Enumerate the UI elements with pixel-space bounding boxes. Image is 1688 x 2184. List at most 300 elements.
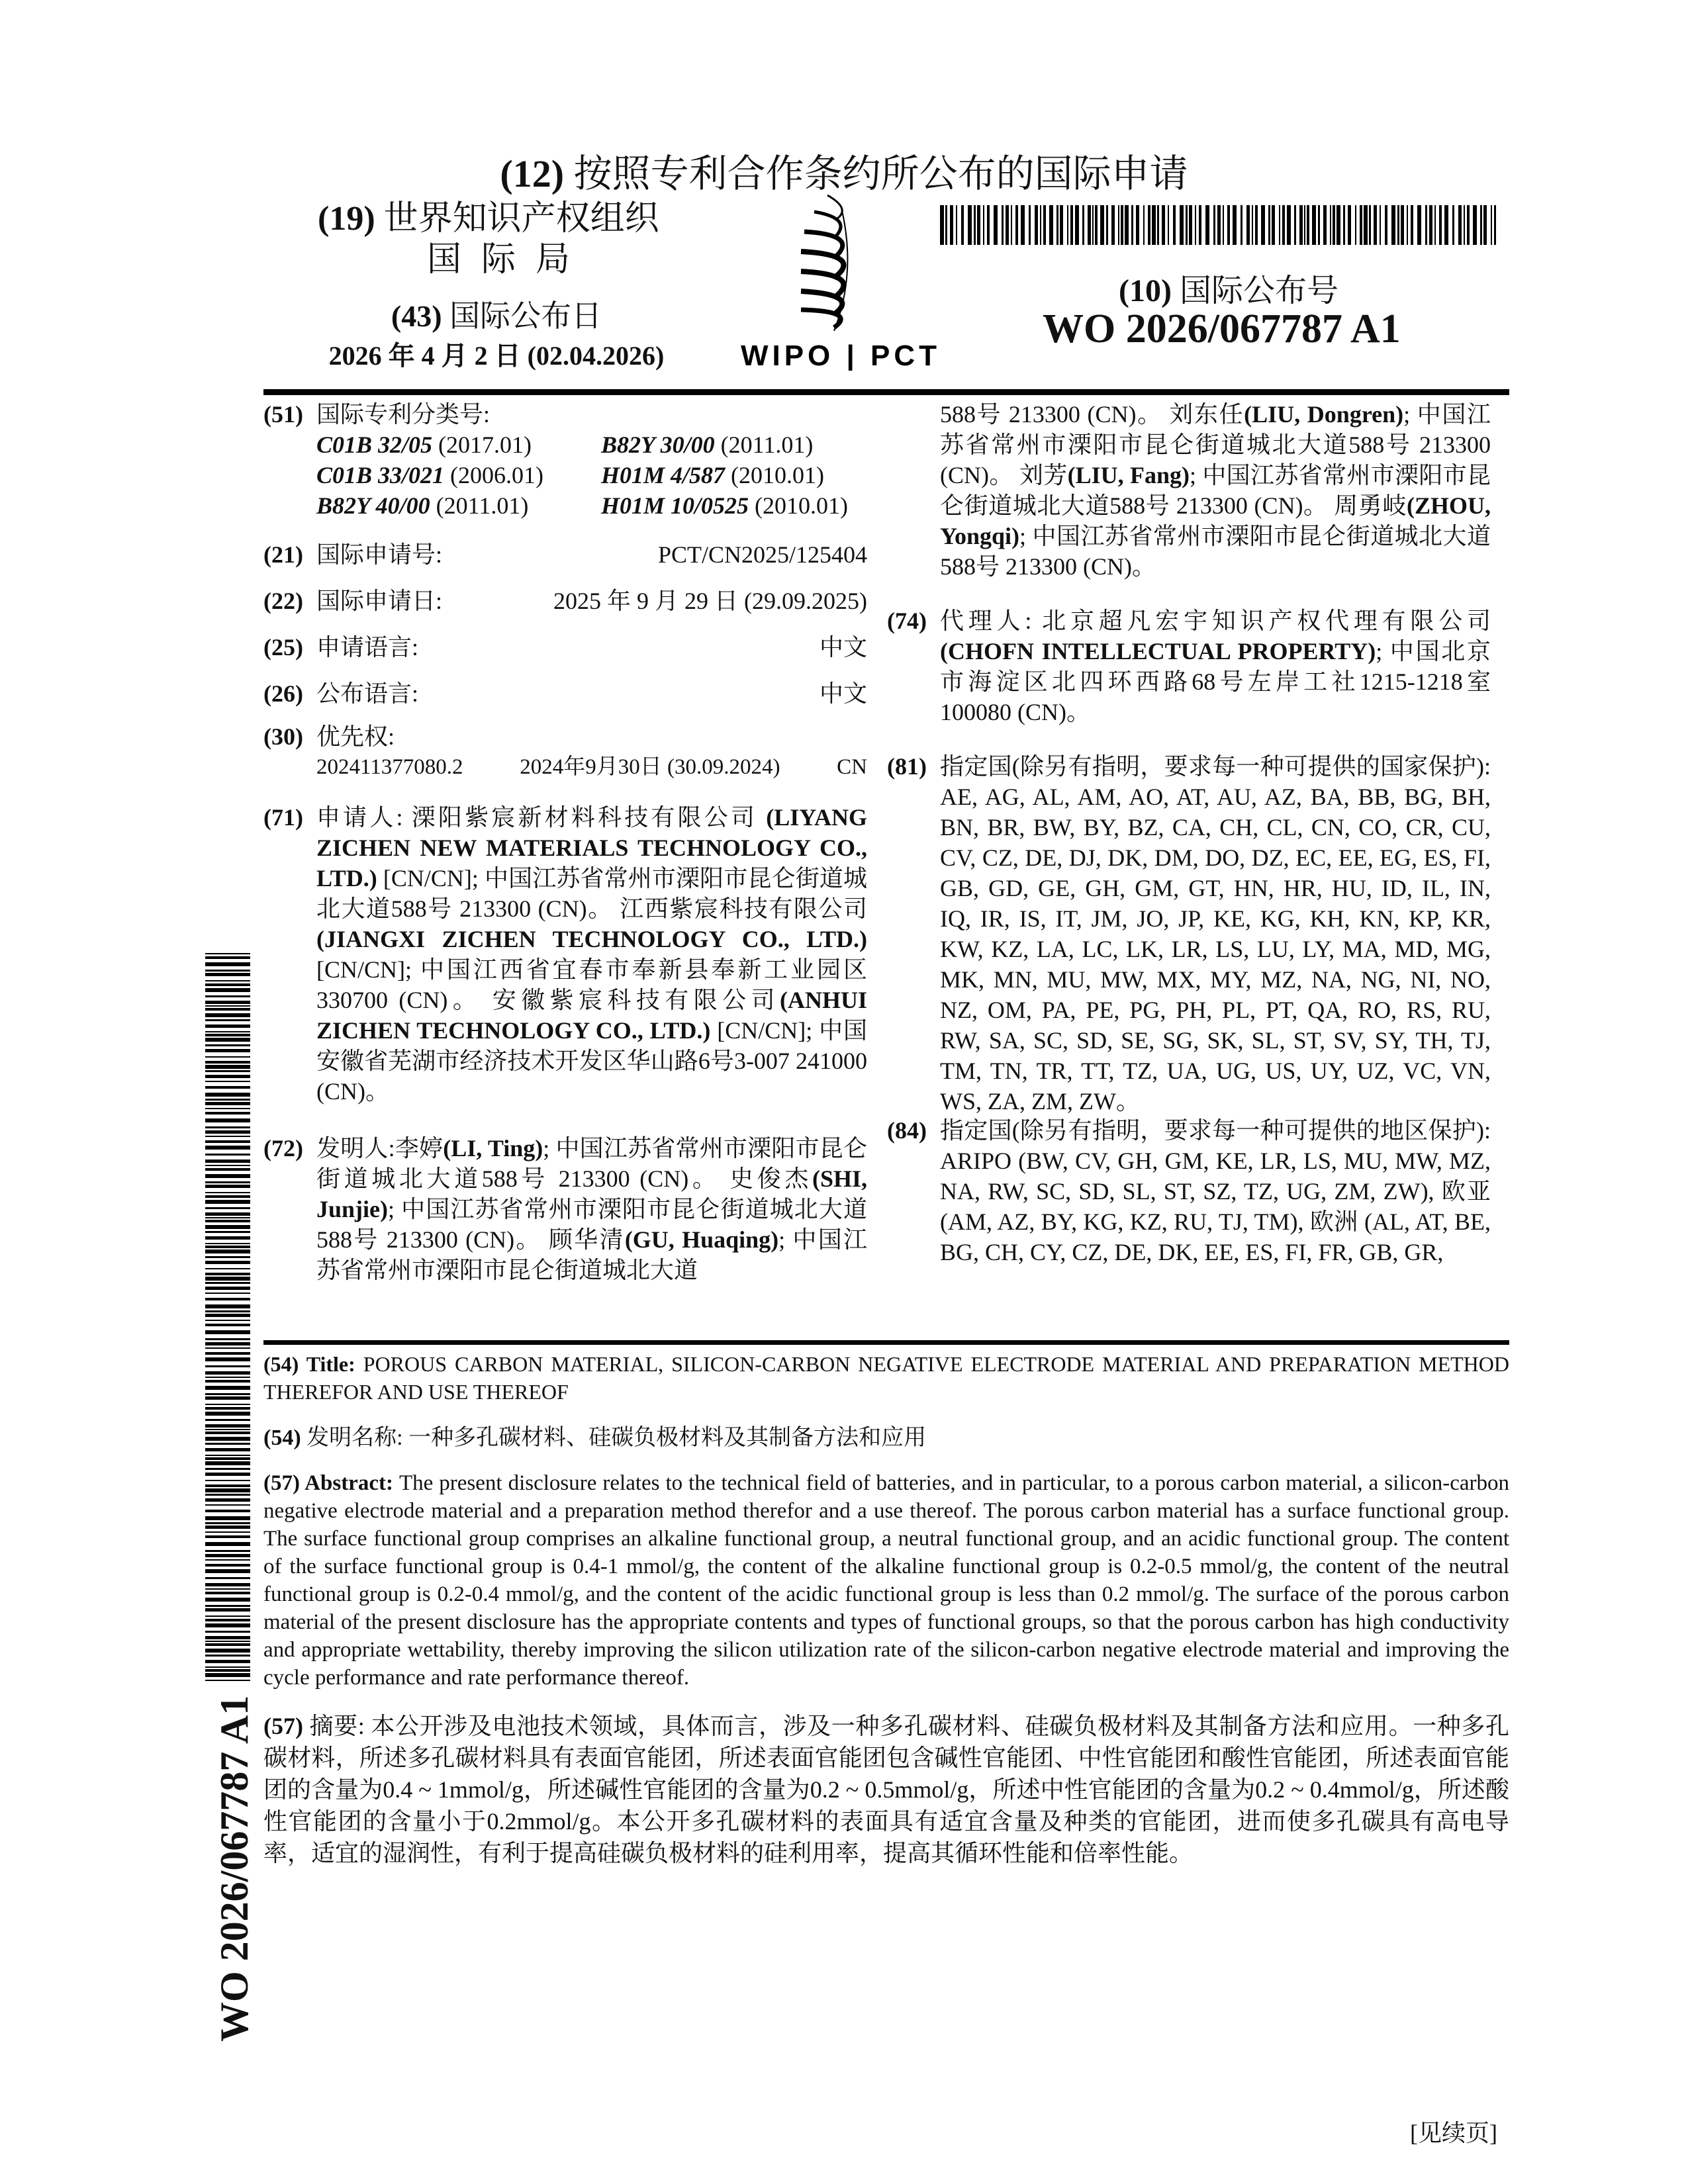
barcode-bar xyxy=(205,956,250,959)
barcode-bar xyxy=(1056,205,1058,245)
barcode-bar xyxy=(961,205,964,245)
publication-date-block xyxy=(311,296,682,376)
barcode-bar xyxy=(1100,205,1104,245)
ipc-version: (2010.01) xyxy=(749,492,848,519)
bold-text-segment: (LIU, Dongren) xyxy=(1244,401,1403,428)
barcode-bar xyxy=(205,1174,250,1178)
text-segment: 摘要: 本公开涉及电池技术领域，具体而言，涉及一种多孔碳材料、硅碳负极材料及其制备方法和应用。一种多孔碳材料，所述多孔碳材料具有表面官能团，所述表面官能团包含碱性官能团、中性官能团和酸性官能团，所述表面官能团的含量为0.4 ~ 1mmol/g，所述碱性官能团的含量为0.2 ~ 0.5mmol/g，所述中性官能团的含量为0.2 ~ 0.4mmol/g，所述酸性官能团的含量小于0.2mmol/g。本公开多孔碳材料的表面具有适宜含量及种类的官能团，进而使多孔碳具有高电导率，适宜的湿润性，有利于提高硅碳负极材料的硅利用率，提高其循环性能和倍率性能。 xyxy=(263,1713,1509,1866)
barcode-bar xyxy=(205,1525,250,1529)
barcode-bar xyxy=(205,1380,250,1383)
barcode-bar xyxy=(1233,205,1237,245)
barcode-bar xyxy=(1312,205,1316,245)
barcode-bar xyxy=(205,1287,250,1290)
section-72-inventors xyxy=(263,1133,867,1285)
bold-text-segment: (SHI, Junjie) xyxy=(316,1165,867,1222)
barcode-bar xyxy=(1088,205,1091,245)
barcode-bar xyxy=(1473,205,1477,245)
barcode-bar xyxy=(205,1207,250,1209)
barcode-bar xyxy=(1458,205,1462,245)
barcode-bar xyxy=(1049,205,1053,245)
text-segment: ; 中国北京市海淀区北四环西路68号左岸工社1215-1218室 100080 (CN)。 xyxy=(940,638,1491,725)
barcode-bar xyxy=(205,1619,250,1621)
barcode-bar xyxy=(205,1396,250,1400)
barcode-bar xyxy=(1205,205,1209,245)
barcode-bar xyxy=(1217,205,1221,245)
section-label: 国际专利分类号: xyxy=(316,399,867,430)
barcode-bar xyxy=(205,988,250,992)
barcode-bar xyxy=(1060,205,1063,245)
ipc-class xyxy=(316,490,601,521)
pub-date: 2026 年 4 月 2 日 (02.04.2026) xyxy=(311,336,682,376)
barcode-bar xyxy=(1299,205,1303,245)
inid-code: (26) xyxy=(263,678,303,709)
section-26-publication-language xyxy=(263,678,867,709)
barcode-bar xyxy=(205,1277,250,1281)
barcode-bar xyxy=(205,1504,250,1506)
bold-text-segment: (LIU, Fang) xyxy=(1068,462,1190,488)
barcode-bar xyxy=(205,1643,250,1646)
barcode-bar xyxy=(205,1140,250,1143)
barcode-bar xyxy=(1272,205,1275,245)
barcode-bar xyxy=(205,1304,250,1308)
barcode-bar xyxy=(1186,205,1188,245)
barcode-bar xyxy=(205,1649,250,1653)
barcode-bar xyxy=(205,1019,250,1021)
inid-code: (21) xyxy=(263,539,303,570)
barcode-bar xyxy=(205,1236,250,1240)
bold-text-segment: (57) Abstract: xyxy=(263,1471,399,1495)
section-25-filing-language xyxy=(263,632,867,662)
barcode-bar xyxy=(205,1338,250,1340)
inid-code: (74) xyxy=(887,606,927,636)
office-name xyxy=(318,199,659,281)
inid-code: (71) xyxy=(263,802,303,833)
barcode-bar xyxy=(1121,205,1123,245)
barcode-bar xyxy=(1401,205,1404,245)
application-number: PCT/CN2025/125404 xyxy=(658,539,867,570)
barcode-bar xyxy=(205,1535,250,1538)
barcode-bar xyxy=(205,1086,250,1089)
barcode-bar xyxy=(205,1347,250,1349)
barcode-bar xyxy=(1035,205,1038,245)
ipc-version: (2010.01) xyxy=(725,462,824,488)
inventors-continued-text xyxy=(940,399,1491,582)
publication-language: 中文 xyxy=(820,678,867,709)
text-segment: The present disclosure relates to the technical field of batteries, and in particular, to a porous carbon material, a silicon-carbon negative electrode material and a preparation method therefor and a use thereof. The porous carbon material has a surface functional group. The surface functional group comprises an alkaline functional group, a neutral functional group, and an acidic functional group. The content of the surface functional group is 0.4-1 mmol/g, the content of the alkaline functional group is 0.2-0.5 mmol/g, the content of the neutral functional group is 0.2-0.4 mmol/g, and the content of the acidic functional group is less than 0.2 mmol/g. The surface of the porous carbon material of the present disclosure has the appropriate contents and types of functional groups, so that the porous carbon has high conductivity and appropriate wettability, thereby improving the silicon utilization rate of the silicon-carbon negative electrode material and improving the cycle performance and rate performance thereof. xyxy=(263,1471,1509,1690)
barcode-bar xyxy=(1307,205,1309,245)
bold-text-segment: (JIANGXI ZICHEN TECHNOLOGY CO., LTD.) xyxy=(316,926,867,952)
barcode-bar xyxy=(205,1126,250,1128)
inid-code: (30) xyxy=(263,721,303,752)
barcode-bar xyxy=(205,1623,250,1627)
bold-text-segment: (LI, Ting) xyxy=(443,1135,543,1161)
priority-country: CN xyxy=(837,752,867,782)
barcode-bar xyxy=(1136,205,1139,245)
barcode-bar xyxy=(205,1118,250,1122)
inid-code: (84) xyxy=(887,1115,927,1146)
barcode-bar xyxy=(205,1099,250,1101)
barcode-bar xyxy=(205,1666,250,1668)
barcode-bar xyxy=(205,1261,250,1264)
barcode-bar xyxy=(205,1005,250,1007)
barcode-bar xyxy=(1043,205,1046,245)
barcode-bar xyxy=(205,1437,250,1441)
barcode-bar xyxy=(205,1636,250,1639)
barcode-bar xyxy=(1029,205,1031,245)
barcode-bar xyxy=(1213,205,1215,245)
barcode-bar xyxy=(205,1461,250,1465)
barcode-bar xyxy=(1411,205,1413,245)
barcode-bar xyxy=(205,1212,250,1216)
text-segment: [CN/CN]; 中国江苏省常州市溧阳市昆仑街道城北大道588号 213300 (CN)。 江西紫宸科技有限公司 xyxy=(316,865,867,922)
ipc-version: (2006.01) xyxy=(444,462,543,488)
barcode-bar xyxy=(205,1432,250,1434)
barcode-bar xyxy=(205,1130,250,1134)
barcode-bar xyxy=(1006,205,1009,245)
barcode-bar xyxy=(1268,205,1270,245)
barcode-bar xyxy=(1407,205,1408,245)
text-segment: [CN/CN]; 中国安徽省芜湖市经济技术开发区华山路6号3-007 241000 (CN)。 xyxy=(316,1017,867,1105)
text-segment: [CN/CN]; 中国江西省宜春市奉新县奉新工业园区 330700 (CN)。 安徽紫宸科技有限公司 xyxy=(316,956,867,1013)
bold-text-segment: (54) Title: xyxy=(263,1352,363,1376)
barcode-bar xyxy=(205,1165,250,1166)
section-label: 国际申请日: xyxy=(316,586,442,616)
abstract-area xyxy=(263,1350,1509,1869)
logo-text: WIPO | PCT xyxy=(741,340,941,371)
vertical-publication-number: WO 2026/067787 A1 xyxy=(212,1696,258,2042)
barcode-bar xyxy=(205,1324,250,1326)
barcode-bar xyxy=(1040,205,1041,245)
barcode-bar xyxy=(205,1181,250,1183)
barcode-bar xyxy=(1364,205,1368,245)
barcode-bar xyxy=(205,983,250,986)
barcode-bar xyxy=(205,1641,250,1642)
inid-code-43: (43) xyxy=(391,299,442,333)
barcode-bar xyxy=(1287,205,1291,245)
ipc-class xyxy=(601,460,879,490)
barcode-bar xyxy=(205,1314,250,1317)
barcode-bar xyxy=(205,1038,250,1042)
priority-app-number: 202411377080.2 xyxy=(316,752,463,782)
barcode-bar xyxy=(205,1655,250,1657)
priority-date: 2024年9月30日 (30.09.2024) xyxy=(520,752,780,782)
barcode-bar xyxy=(205,1357,250,1361)
inid-code: (22) xyxy=(263,586,303,616)
inid-code: (51) xyxy=(263,399,303,430)
barcode-bar xyxy=(205,1569,250,1573)
side-barcode xyxy=(205,953,250,1681)
barcode-bar xyxy=(1092,205,1094,245)
barcode-bar xyxy=(205,1070,250,1072)
text-segment: ; 中国江苏省常州市溧阳市昆仑街道城北大道 xyxy=(316,1226,867,1283)
barcode-bar xyxy=(1480,205,1482,245)
ipc-code: H01M 4/587 xyxy=(601,462,725,488)
barcode-bar xyxy=(1075,205,1079,245)
barcode-bar xyxy=(1279,205,1280,245)
ipc-code: B82Y 30/00 xyxy=(601,432,715,458)
barcode-bar xyxy=(1011,205,1012,245)
barcode-bar xyxy=(205,1393,250,1395)
agent-text xyxy=(940,606,1491,727)
barcode-bar xyxy=(205,1631,250,1633)
barcode-bar xyxy=(1494,205,1496,245)
barcode-bar xyxy=(205,1412,250,1416)
inid-code-12: (12) xyxy=(500,152,564,195)
text-segment: 588号 213300 (CN)。 刘东任 xyxy=(940,401,1244,428)
barcode-bar xyxy=(205,1592,250,1594)
barcode-bar xyxy=(205,1468,250,1470)
barcode-bar xyxy=(1318,205,1320,245)
barcode-bar xyxy=(205,1273,250,1275)
barcode-bar xyxy=(1330,205,1331,245)
regional-states-text xyxy=(940,1115,1491,1267)
barcode-bar xyxy=(205,1102,250,1105)
barcode-bar xyxy=(1227,205,1230,245)
barcode-bar xyxy=(205,1075,250,1078)
ipc-class xyxy=(601,490,879,521)
ipc-code: C01B 33/021 xyxy=(316,462,444,488)
title-chinese xyxy=(263,1424,1509,1452)
barcode-bar xyxy=(1252,205,1253,245)
barcode-bar xyxy=(205,1320,250,1321)
text-segment: 发明人:李婷 xyxy=(316,1135,443,1161)
barcode-bar xyxy=(205,1669,250,1672)
section-label: 申请语言: xyxy=(316,632,418,662)
barcode-bar xyxy=(205,1250,250,1253)
barcode-bar xyxy=(977,205,980,245)
barcode-bar xyxy=(205,1419,250,1421)
barcode-bar xyxy=(205,1588,250,1590)
barcode-bar xyxy=(1261,205,1265,245)
barcode-bar xyxy=(205,1473,250,1476)
barcode-bar xyxy=(205,1484,250,1487)
ipc-class xyxy=(601,430,879,460)
wipo-pct-logo xyxy=(735,192,947,371)
section-21-application-number xyxy=(263,539,867,570)
barcode-bar xyxy=(205,1008,250,1011)
barcode-bar xyxy=(205,1146,250,1150)
barcode-bar xyxy=(1491,205,1492,245)
ipc-version: (2011.01) xyxy=(430,492,529,519)
barcode-bar xyxy=(205,1660,250,1663)
barcode-bar xyxy=(205,1225,250,1229)
barcode-bar xyxy=(205,1522,250,1524)
barcode-bar xyxy=(1082,205,1084,245)
barcode-bar xyxy=(956,205,957,245)
barcode-bar xyxy=(205,1386,250,1390)
barcode-bar xyxy=(205,1185,250,1188)
ipc-version: (2017.01) xyxy=(432,432,532,458)
barcode-bar xyxy=(205,1256,250,1258)
barcode-bar xyxy=(205,1282,250,1284)
barcode-bar xyxy=(1255,205,1258,245)
barcode-bar xyxy=(205,1293,250,1294)
text-segment: ; 中国江苏省常州市溧阳市昆仑街道城北大道588号 213300 (CN)。 顾华清 xyxy=(316,1196,867,1253)
barcode-bar xyxy=(205,1298,250,1300)
barcode-bar xyxy=(205,1001,250,1004)
barcode-bar xyxy=(1189,205,1192,245)
section-label: 国际申请号: xyxy=(316,539,442,570)
barcode-bar xyxy=(205,1081,250,1082)
barcode-bar xyxy=(205,1268,250,1269)
barcode-bar xyxy=(205,1246,250,1248)
barcode-bar xyxy=(205,1564,250,1567)
filing-language: 中文 xyxy=(820,632,867,662)
barcode-bar xyxy=(205,1371,250,1375)
barcode-bar xyxy=(205,1488,250,1492)
barcode-bar xyxy=(205,1673,250,1677)
barcode-bar xyxy=(1223,205,1224,245)
bold-text-segment: (LIYANG ZICHEN NEW MATERIALS TECHNOLOGY CO., LTD.) xyxy=(316,804,867,891)
barcode-bar xyxy=(205,1443,250,1445)
barcode-bar xyxy=(205,1498,250,1502)
barcode-bar xyxy=(1434,205,1436,245)
barcode-bar xyxy=(1173,205,1176,245)
barcode-bar xyxy=(205,1494,250,1496)
section-74-agent xyxy=(887,606,1491,727)
text-segment: ; 中国江苏省常州市溧阳市昆仑街道城北大道588号 213300 (CN)。 史俊杰 xyxy=(316,1135,867,1192)
barcode-bar xyxy=(1241,205,1243,245)
text-segment: 发明名称: 一种多孔碳材料、硅碳负极材料及其制备方法和应用 xyxy=(306,1426,926,1450)
bold-text-segment: (ZHOU, Yongqi) xyxy=(940,492,1491,549)
text-segment: 指定国(除另有指明，要求每一种可提供的地区保护): ARIPO (BW, CV, GH, GM, KE, LR, LS, MU, MW, MZ, NA, RW, SC, SD, SL, ST, SZ, TZ, UG, ZM, ZW), 欧亚 (AM, AZ, BY, KG, KZ, RU, TJ, TM), 欧洲 (AL, AT, BE, BG, CH, CY, CZ, DE, DK, EE, ES, FI, FR, GB, GR, xyxy=(940,1117,1491,1265)
barcode-bar xyxy=(205,1608,250,1612)
barcode-bar xyxy=(1360,205,1362,245)
barcode-bar xyxy=(1148,205,1150,245)
section-84-regional-states xyxy=(887,1115,1491,1267)
barcode-bar xyxy=(205,1220,250,1222)
barcode-bar xyxy=(1304,205,1305,245)
pub-no-label: 国际公布号 xyxy=(1180,273,1338,308)
barcode-bar xyxy=(1355,205,1356,245)
inid-code: (72) xyxy=(263,1133,303,1163)
text-segment: ; 中国江苏省常州市溧阳市昆仑街道城北大道588号 213300 (CN)。 周勇岐 xyxy=(940,462,1491,519)
org-line-1: 世界知识产权组织 xyxy=(384,200,659,238)
bold-text-segment: (CHOFN INTELLECTUAL PROPERTY) xyxy=(940,638,1376,664)
inid-code-19: (19) xyxy=(318,200,375,238)
inventors-text xyxy=(316,1133,867,1285)
barcode-bar xyxy=(1152,205,1156,245)
barcode-bar xyxy=(205,1031,250,1032)
barcode-bar xyxy=(205,1583,250,1586)
pub-no-label-row xyxy=(1119,265,1338,310)
barcode-bar xyxy=(205,1352,250,1355)
barcode-bar xyxy=(205,1542,250,1546)
barcode-bar xyxy=(1125,205,1129,245)
barcode-bar xyxy=(205,1615,250,1617)
barcode-bar xyxy=(1391,205,1395,245)
barcode-bar xyxy=(1246,205,1250,245)
barcode-bar xyxy=(1118,205,1119,245)
heading-text: 按照专利合作条约所公布的国际申请 xyxy=(574,152,1188,195)
barcode-bar xyxy=(1067,205,1068,245)
barcode-bar xyxy=(1199,205,1201,245)
section-label: 优先权: xyxy=(316,721,867,752)
section-label: 公布语言: xyxy=(316,678,418,709)
barcode-bar xyxy=(1131,205,1133,245)
barcode-bar xyxy=(205,1510,250,1512)
barcode-bar xyxy=(205,1200,250,1204)
barcode-bar xyxy=(205,1024,250,1028)
barcode-bar xyxy=(945,205,947,245)
barcode-bar xyxy=(205,1108,250,1109)
barcode-bar xyxy=(1070,205,1073,245)
bold-text-segment: (57) xyxy=(263,1713,310,1739)
ipc-code: C01B 32/05 xyxy=(316,432,432,458)
barcode-bar xyxy=(1282,205,1285,245)
document-heading xyxy=(0,142,1688,198)
barcode-bar xyxy=(1162,205,1165,245)
barcode-bar xyxy=(205,1455,250,1456)
barcode-bar xyxy=(205,1330,250,1334)
barcode-bar xyxy=(205,1112,250,1115)
barcode-bar xyxy=(1323,205,1327,245)
bold-text-segment: (54) xyxy=(263,1426,306,1450)
section-81-designated-states xyxy=(887,751,1491,1116)
barcode-bar xyxy=(205,1480,250,1481)
barcode-bar xyxy=(205,1554,250,1557)
inid-code: (81) xyxy=(887,751,927,782)
text-segment: ; 中国江苏省常州市溧阳市昆仑街道城北大道588号 213300 (CN)。 刘芳 xyxy=(940,401,1491,488)
barcode-bar xyxy=(1015,205,1018,245)
designated-states-text xyxy=(940,751,1491,1116)
abstract-english xyxy=(263,1469,1509,1692)
barcode-bar xyxy=(1143,205,1145,245)
barcode-bar xyxy=(205,1044,250,1046)
inid-code: (25) xyxy=(263,632,303,662)
barcode-bar xyxy=(205,1342,250,1345)
barcode-bar xyxy=(205,1061,250,1064)
text-segment: 指定国(除另有指明，要求每一种可提供的国家保护): AE, AG, AL, AM, AO, AT, AU, AZ, BA, BB, BG, BH, BN, BR, BW, BY, BZ, CA, CH, CL, CN, CO, CR, CU, CV, CZ, DE, DJ, DK, DM, DO, DZ, EC, EE, EG, ES, FI, GB, GD, GE, GH, GM, GT, HN, HR, HU, ID, IL, IN, IQ, IR, IS, IT, JM, JO, JP, KE, KG, KH, KN, KP, KR, KW, KZ, LA, LC, LK, LR, LS, LU, LY, MA, MD, MG, MK, MN, MU, MW, MX, MY, MZ, NA, NG, NI, NO, NZ, OM, PA, PE, PG, PH, PL, PT, QA, RO, RS, RU, RW, SA, SC, SD, SE, SG, SK, SL, ST, SV, SY, TH, TJ, TM, TN, TR, TT, TZ, UA, UG, US, UY, UZ, VC, VN, WS, ZA, ZM, ZW。 xyxy=(940,753,1491,1115)
barcode-bar xyxy=(1397,205,1399,245)
continued-on-next-page: [见续页] xyxy=(1410,2115,1497,2148)
barcode-bar xyxy=(1452,205,1454,245)
barcode-bar xyxy=(1417,205,1421,245)
text-segment: 代理人: 北京超凡宏宇知识产权代理有限公司 xyxy=(940,608,1491,634)
barcode-bar xyxy=(1180,205,1184,245)
text-segment: 申请人: 溧阳紫宸新材料科技有限公司 xyxy=(316,804,766,831)
barcode-bar xyxy=(1385,205,1387,245)
barcode-bar xyxy=(205,1243,250,1244)
barcode-bar xyxy=(950,205,953,245)
barcode-bar xyxy=(1425,205,1427,245)
barcode-bar xyxy=(205,995,250,997)
barcode-bar xyxy=(205,1160,250,1163)
barcode-bar xyxy=(205,1559,250,1561)
filing-date: 2025 年 9 月 29 日 (29.09.2025) xyxy=(553,586,867,616)
barcode-bar xyxy=(205,1195,250,1198)
barcode-bar xyxy=(205,1457,250,1460)
ipc-class xyxy=(316,430,601,460)
barcode-bar xyxy=(205,970,250,972)
middle-divider xyxy=(263,1340,1509,1345)
org-line-2: 国际局 xyxy=(318,240,659,281)
barcode-bar xyxy=(205,1217,250,1218)
barcode-bar xyxy=(205,1013,250,1017)
inid-code-10: (10) xyxy=(1119,273,1172,308)
applicants-text xyxy=(316,802,867,1107)
barcode-bar xyxy=(1168,205,1169,245)
pub-date-label: 国际公布日 xyxy=(449,299,602,333)
barcode-bar xyxy=(205,1136,250,1137)
barcode-bar xyxy=(1333,205,1335,245)
barcode-bar xyxy=(1195,205,1196,245)
barcode-bar xyxy=(1095,205,1098,245)
barcode-bar xyxy=(205,953,250,954)
abstract-chinese xyxy=(263,1710,1509,1869)
text-segment: POROUS CARBON MATERIAL, SILICON-CARBON NEGATIVE ELECTRODE MATERIAL AND PREPARATION METHOD THEREFOR AND USE THEREOF xyxy=(263,1352,1509,1404)
barcode-bar xyxy=(1444,205,1448,245)
